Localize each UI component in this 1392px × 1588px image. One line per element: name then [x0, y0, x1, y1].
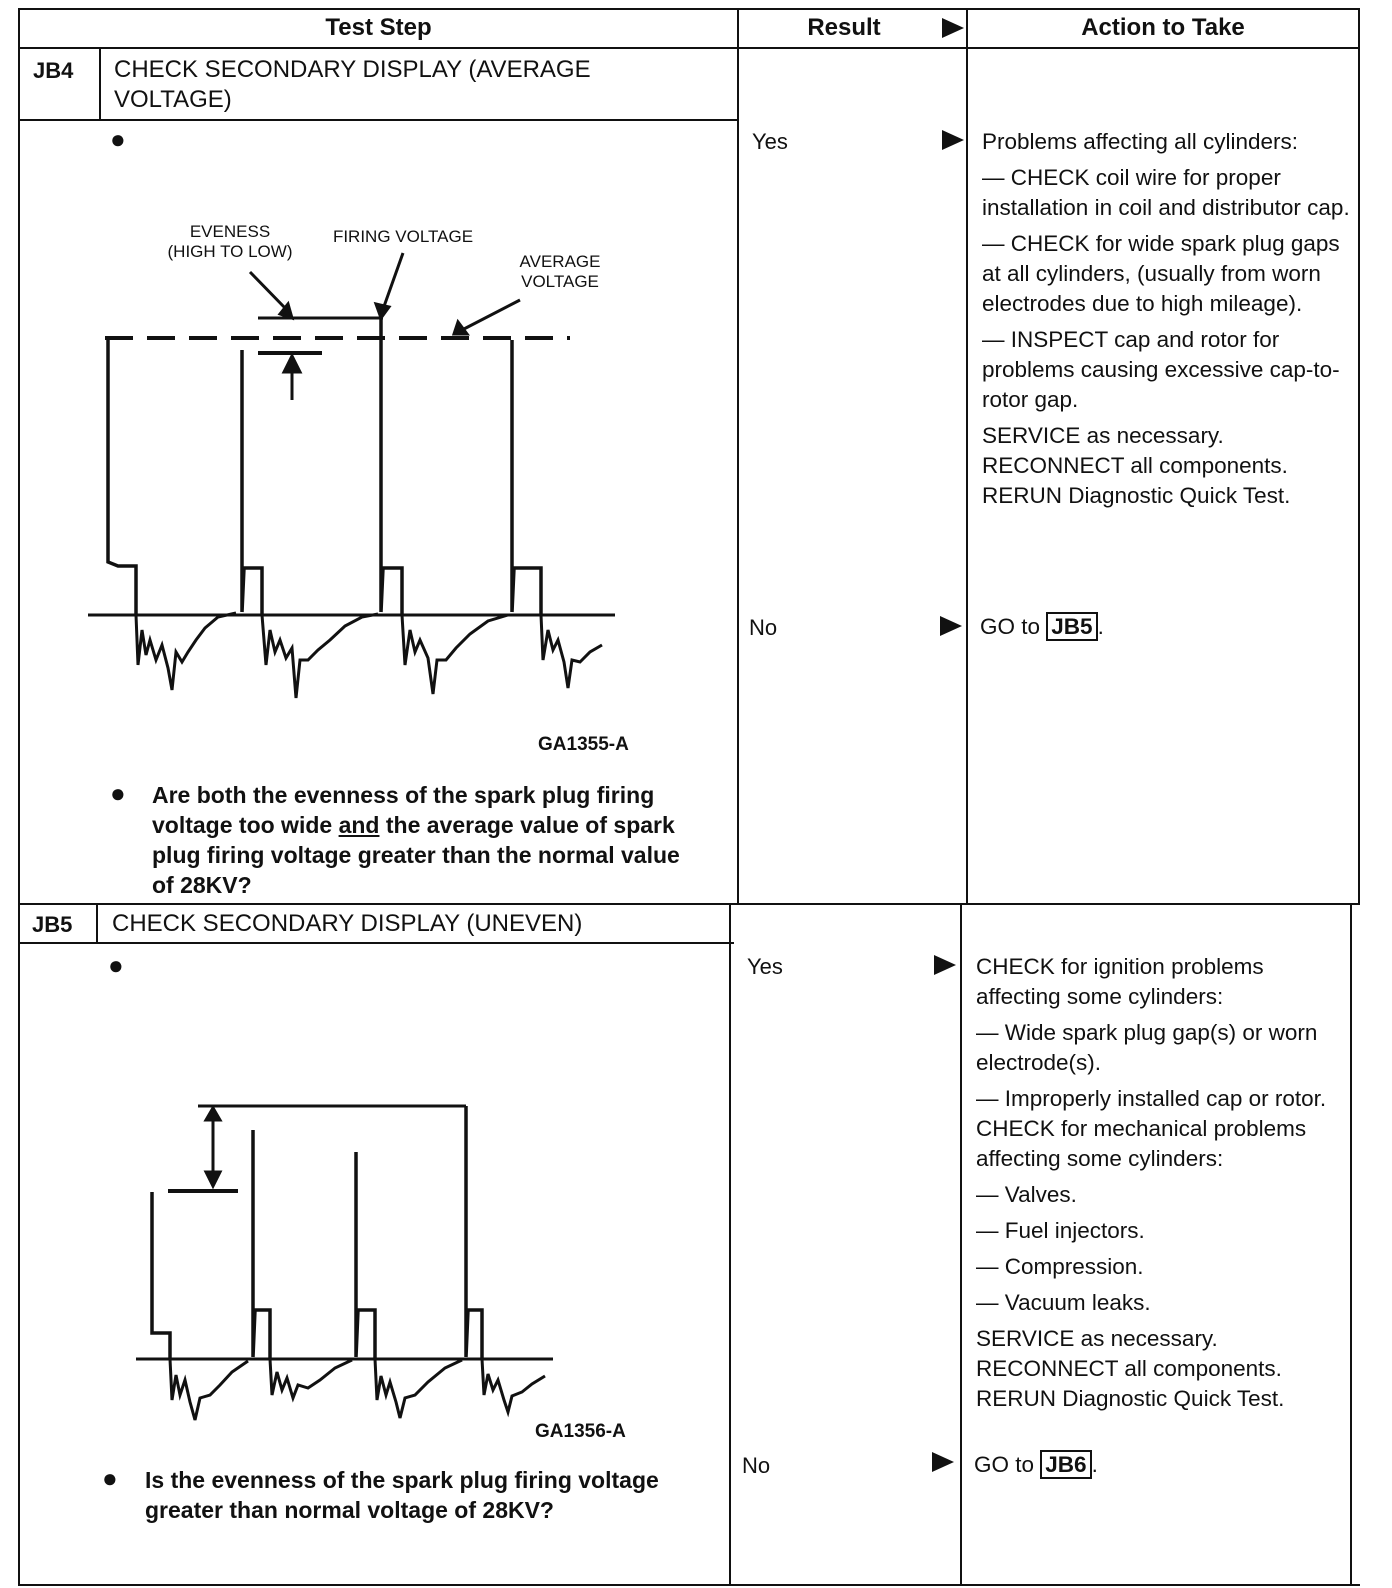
figure-label-firing: FIRING VOLTAGE [332, 227, 474, 246]
action-list-jb5-yes [976, 952, 1344, 1420]
goto-jb6: GO to JB6 . [974, 1452, 1098, 1477]
figure-id-jb4: GA1355-A [538, 734, 629, 755]
result-no-jb5: No [742, 1453, 771, 1478]
result-no-jb4: No [749, 615, 778, 640]
action-line: SERVICE as necessary. RECONNECT all components. RERUN Diagnostic Quick Test. [982, 423, 1291, 508]
figure-label-average: AVERAGE VOLTAGE [519, 252, 601, 291]
action-line: — Fuel injectors. [976, 1218, 1145, 1243]
step-title-jb4: CHECK SECONDARY DISPLAY (AVERAGE VOLTAGE) [114, 56, 591, 113]
bullet-icon: ● [110, 124, 126, 154]
action-line: — Vacuum leaks. [976, 1290, 1151, 1315]
figure-label-eveness: EVENESS (HIGH TO LOW) [167, 222, 293, 261]
arrow-right-icon [932, 1452, 954, 1472]
action-line: — Improperly installed cap or rotor. CHECK for mechanical problems affecting some cylinders: [976, 1086, 1327, 1171]
action-line: SERVICE as necessary. RECONNECT all components. RERUN Diagnostic Quick Test. [976, 1326, 1285, 1411]
step-question-jb5: Is the evenness of the spark plug firing voltage greater than normal voltage of 28KV? [145, 1467, 659, 1523]
result-yes-jb5: Yes [747, 954, 783, 979]
action-line: — CHECK for wide spark plug gaps at all cylinders, (usually from worn electrodes due to high mileage). [982, 231, 1340, 316]
action-line: CHECK for ignition problems affecting some cylinders: [976, 954, 1264, 1009]
action-line: — CHECK coil wire for proper installation in coil and distributor cap. [982, 165, 1350, 220]
goto-link-jb5[interactable]: JB5 [1046, 612, 1097, 641]
bullet-icon: ● [102, 1463, 118, 1493]
bullet-icon: ● [110, 778, 126, 808]
step-id-jb4: JB4 [33, 58, 74, 83]
step-title-jb5: CHECK SECONDARY DISPLAY (UNEVEN) [112, 910, 583, 937]
goto-jb5: GO to JB5 . [980, 614, 1104, 639]
bullet-icon: ● [108, 950, 124, 980]
goto-link-jb6[interactable]: JB6 [1040, 1450, 1091, 1479]
action-line: — Wide spark plug gap(s) or worn electrode(s). [976, 1020, 1318, 1075]
action-line: — INSPECT cap and rotor for problems causing excessive cap-to-rotor gap. [982, 327, 1340, 412]
step-question-jb4: Are both the evenness of the spark plug firing voltage too wide and the average value of spark plug firing voltage greater than the normal value of 28KV? [152, 782, 680, 898]
step-id-jb5: JB5 [32, 912, 73, 937]
action-line: — Compression. [976, 1254, 1144, 1279]
arrow-right-icon [934, 955, 956, 975]
action-line: — Valves. [976, 1182, 1077, 1207]
figure-id-jb5: GA1356-A [535, 1421, 626, 1442]
action-line: Problems affecting all cylinders: [982, 129, 1298, 154]
result-yes-jb4: Yes [752, 129, 788, 154]
header-result: Result [807, 14, 881, 41]
header-action: Action to Take [1081, 14, 1245, 41]
header-test-step: Test Step [325, 14, 432, 41]
